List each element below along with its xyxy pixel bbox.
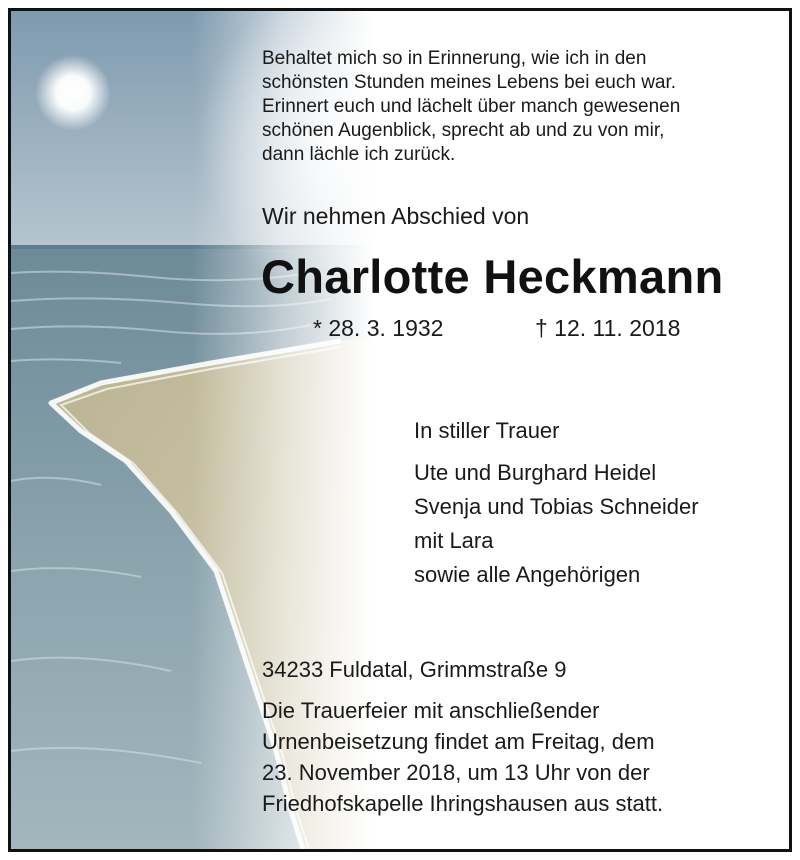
death-date: † 12. 11. 2018 xyxy=(535,315,681,341)
mourners-intro: In stiller Trauer xyxy=(414,418,560,443)
quote-line: schönen Augenblick, sprecht ab und zu von mir, xyxy=(262,120,665,141)
obituary-notice xyxy=(8,8,792,852)
service-line: Urnenbeisetzung findet am Freitag, dem xyxy=(262,729,655,754)
birth-date: * 28. 3. 1932 xyxy=(313,315,444,341)
service-line: 23. November 2018, um 13 Uhr von der xyxy=(262,760,650,785)
service-line: Friedhofskapelle Ihringshausen aus statt. xyxy=(262,791,664,816)
address: 34233 Fuldatal, Grimmstraße 9 xyxy=(262,657,567,682)
mourner-name: Svenja und Tobias Schneider xyxy=(414,494,699,519)
memorial-quote xyxy=(262,47,680,167)
sun-graphic xyxy=(35,55,111,131)
deceased-name: Charlotte Heckmann xyxy=(261,250,724,303)
mourners-block xyxy=(414,414,699,592)
service-details xyxy=(262,695,663,819)
farewell-lead: Wir nehmen Abschied von xyxy=(262,203,530,229)
quote-line: schönsten Stunden meines Lebens bei euch war. xyxy=(262,72,677,93)
mourner-name: Ute und Burghard Heidel xyxy=(414,460,657,485)
mourner-name: sowie alle Angehörigen xyxy=(414,562,641,587)
service-line: Die Trauerfeier mit anschließender xyxy=(262,698,600,723)
quote-line: Erinnert euch und lächelt über manch gewesenen xyxy=(262,96,681,117)
quote-line: Behaltet mich so in Erinnerung, wie ich in den xyxy=(262,48,647,69)
quote-line: dann lächle ich zurück. xyxy=(262,144,456,165)
mourner-name: mit Lara xyxy=(414,528,494,553)
